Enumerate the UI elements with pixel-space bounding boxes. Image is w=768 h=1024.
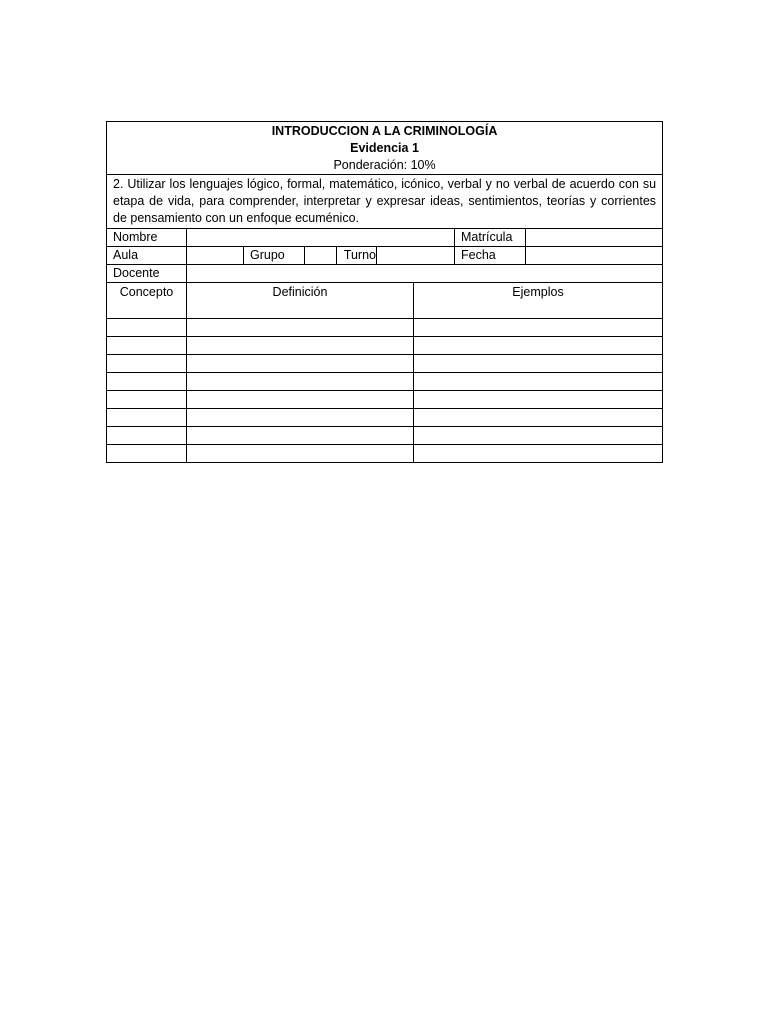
docente-row [107, 265, 663, 283]
table-row [107, 373, 663, 391]
fecha-field[interactable] [526, 247, 663, 265]
concepto-cell[interactable] [107, 355, 187, 373]
ejemplos-cell[interactable] [414, 373, 663, 391]
docente-label: Docente [107, 265, 187, 283]
grupo-label: Grupo [244, 247, 305, 265]
ejemplos-cell[interactable] [414, 445, 663, 463]
weight-label: Ponderación: 10% [333, 158, 436, 172]
table-row [107, 355, 663, 373]
concepto-cell[interactable] [107, 319, 187, 337]
concept-table [106, 282, 663, 463]
form-table [106, 121, 663, 283]
definicion-cell[interactable] [187, 427, 414, 445]
concept-rows [107, 319, 663, 463]
column-header-ejemplos: Ejemplos [414, 283, 663, 319]
ejemplos-cell[interactable] [414, 427, 663, 445]
table-row [107, 319, 663, 337]
ejemplos-cell[interactable] [414, 355, 663, 373]
turno-label: Turno [343, 248, 376, 262]
ejemplos-cell[interactable] [414, 409, 663, 427]
ejemplos-cell[interactable] [414, 319, 663, 337]
evidence-form [106, 121, 662, 463]
ejemplos-cell[interactable] [414, 391, 663, 409]
column-header-concepto: Concepto [107, 283, 187, 319]
table-row [107, 409, 663, 427]
docente-field[interactable] [187, 265, 663, 283]
table-row [107, 391, 663, 409]
matricula-label: Matrícula [455, 229, 526, 247]
concepto-cell[interactable] [107, 427, 187, 445]
concepto-cell[interactable] [107, 337, 187, 355]
turno-field[interactable] [377, 247, 455, 265]
concepto-cell[interactable] [107, 373, 187, 391]
course-title: INTRODUCCION A LA CRIMINOLOGÍA [271, 124, 498, 138]
header-cell [107, 122, 663, 175]
grupo-turno-gap[interactable] [305, 247, 377, 265]
column-header-definicion: Definición [187, 283, 414, 319]
concepto-cell[interactable] [107, 409, 187, 427]
nombre-row [107, 229, 663, 247]
aula-label: Aula [107, 247, 187, 265]
fecha-label: Fecha [455, 247, 526, 265]
table-row [107, 427, 663, 445]
definicion-cell[interactable] [187, 355, 414, 373]
instruction-text: 2. Utilizar los lenguajes lógico, formal, matemático, icónico, verbal y no verbal de acuerdo con su etapa de vida, para comprender, interpretar y expresar ideas, sentimientos, teorías y corrientes de pensamiento con un enfoque ecuménico. [107, 175, 663, 229]
header-row [107, 122, 663, 175]
definicion-cell[interactable] [187, 445, 414, 463]
aula-row [107, 247, 663, 265]
definicion-cell[interactable] [187, 409, 414, 427]
matricula-field[interactable] [526, 229, 663, 247]
ejemplos-cell[interactable] [414, 337, 663, 355]
definicion-cell[interactable] [187, 391, 414, 409]
definicion-cell[interactable] [187, 373, 414, 391]
definicion-cell[interactable] [187, 319, 414, 337]
concepto-cell[interactable] [107, 391, 187, 409]
aula-field[interactable] [187, 247, 244, 265]
definicion-cell[interactable] [187, 337, 414, 355]
evidence-title: Evidencia 1 [350, 141, 419, 155]
table-row [107, 445, 663, 463]
grupo-field[interactable] [305, 247, 337, 264]
table-row [107, 337, 663, 355]
instruction-row [107, 175, 663, 229]
nombre-label: Nombre [107, 229, 187, 247]
concepto-cell[interactable] [107, 445, 187, 463]
concept-header-row [107, 283, 663, 319]
nombre-field[interactable] [187, 229, 455, 247]
